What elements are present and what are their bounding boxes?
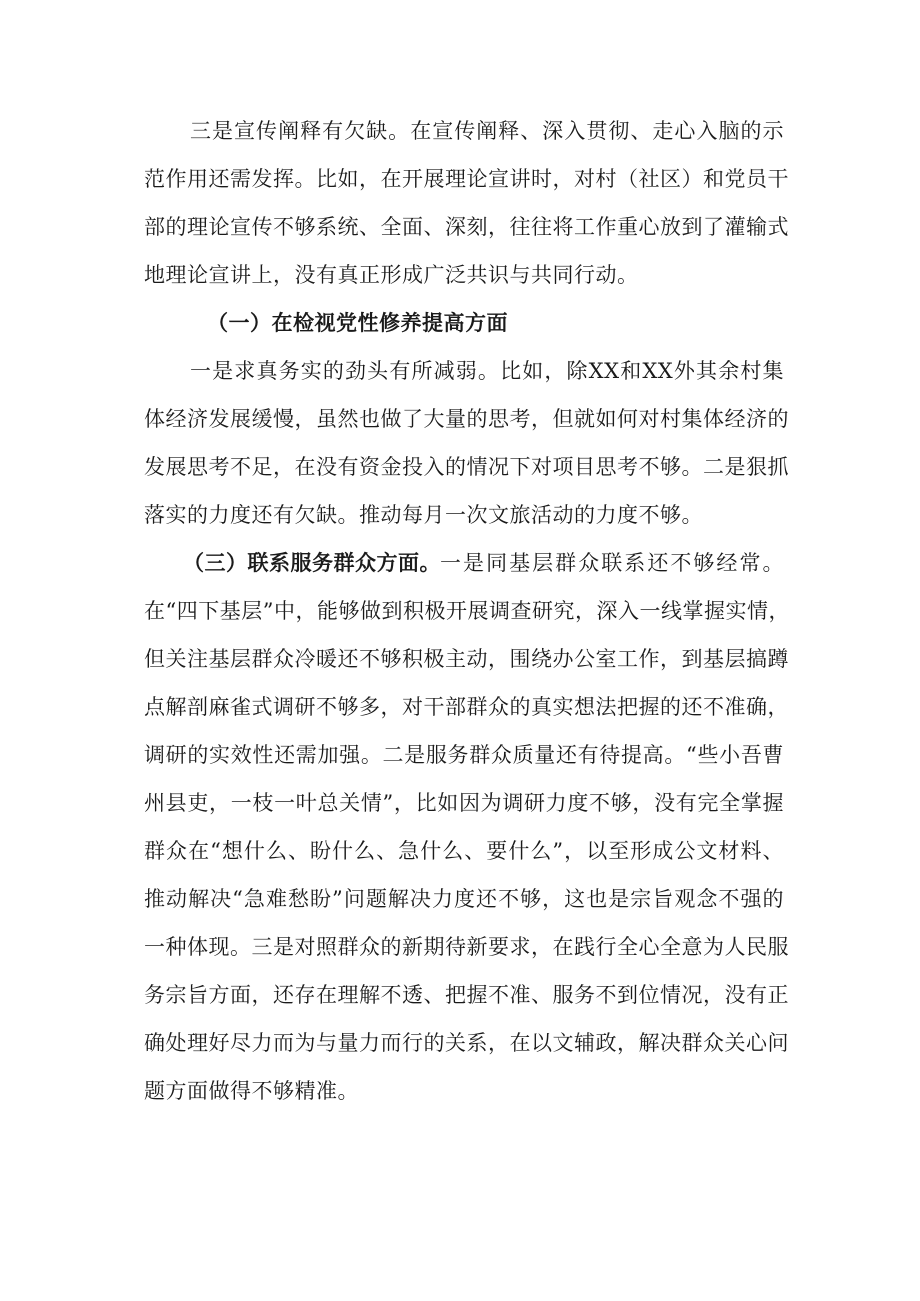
paragraph-line: 落实的力度还有欠缺。推动每月一次文旅活动的力度不够。	[144, 503, 703, 527]
paragraph-line: 确处理好尽力而为与量力而行的关系，在以文辅政，解决群众关心问	[144, 1031, 789, 1055]
paragraph-line: 三是宣传阐释有欠缺。在宣传阐释、深入贯彻、走心入脑的示	[190, 119, 784, 143]
paragraph-line: 推动解决“急难愁盼”问题解决力度还不够，这也是宗旨观念不强的	[144, 887, 784, 911]
paragraph-line: 题方面做得不够精准。	[144, 1079, 359, 1103]
paragraph-line: 地理论宣讲上，没有真正形成广泛共识与共同行动。	[144, 263, 639, 287]
paragraph-line: 发展思考不足，在没有资金投入的情况下对项目思考不够。二是狠抓	[144, 455, 789, 479]
paragraph-line: 但关注基层群众冷暖还不够积极主动，围绕办公室工作，到基层搞蹲	[144, 647, 789, 671]
paragraph-line: 范作用还需发挥。比如，在开展理论宣讲时，对村（社区）和党员干	[144, 167, 789, 191]
paragraph-line: 点解剖麻雀式调研不够多，对干部群众的真实想法把握的还不准确，	[144, 695, 789, 719]
paragraph-line: 一是求真务实的劲头有所减弱。比如，除XX和XX外其余村集	[190, 359, 784, 383]
paragraph-line: 一种体现。三是对照群众的新期待新要求，在践行全心全意为人民服	[144, 935, 789, 959]
paragraph-line: 调研的实效性还需加强。二是服务群众质量还有待提高。“些小吾曹	[144, 743, 784, 767]
paragraph-line: 务宗旨方面，还存在理解不透、把握不准、服务不到位情况，没有正	[144, 983, 789, 1007]
paragraph-line: 体经济发展缓慢，虽然也做了大量的思考，但就如何对村集体经济的	[144, 407, 789, 431]
paragraph-line: 群众在“想什么、盼什么、急什么、要什么”，以至形成公文材料、	[144, 839, 784, 863]
section-heading: （三）联系服务群众方面。	[183, 550, 441, 575]
paragraph-line: 部的理论宣传不够系统、全面、深刻，往往将工作重心放到了灌输式	[144, 215, 789, 239]
section-heading: （一）在检视党性修养提高方面	[207, 310, 508, 335]
paragraph-line: 一是同基层群众联系还不够经常。	[440, 551, 784, 575]
paragraph-line: 在“四下基层”中，能够做到积极开展调查研究，深入一线掌握实情，	[144, 599, 790, 623]
paragraph-line: 州县吏，一枝一叶总关情”，比如因为调研力度不够，没有完全掌握	[144, 791, 784, 815]
